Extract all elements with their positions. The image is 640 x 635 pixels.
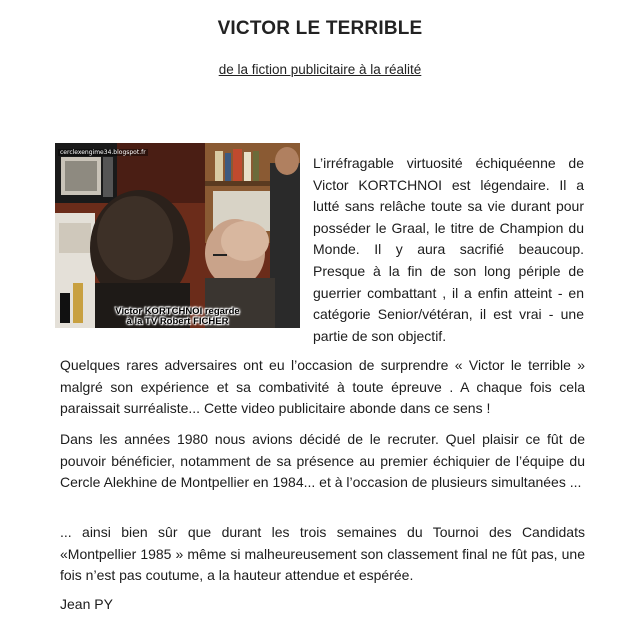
photo-watermark: cerclexengime34.blogspot.fr bbox=[60, 149, 146, 156]
paragraph-2: Dans les années 1980 nous avions décidé de le recruter. Quel plaisir ce fût de pouvoir bénéficier, notamment de sa présence au premier échiquier de l’équipe du Cercle Alekhine de Montpellier en 1984... et à l’occasion de plusieurs simultanées ... bbox=[60, 431, 585, 491]
photo-caption-line1: Victor KORTCHNOI regarde bbox=[115, 306, 240, 317]
page-title: VICTOR LE TERRIBLE bbox=[217, 18, 423, 39]
photo-illustration bbox=[55, 143, 300, 328]
page-subtitle-link[interactable]: de la fiction publicitaire à la réalité bbox=[218, 62, 422, 77]
article-photo bbox=[55, 143, 300, 328]
paragraph-1: Quelques rares adversaires ont eu l’occasion de surprendre « Victor le terrible » malgré son expérience et sa combativité à toute épreuve . A chaque fois cela paraissait surréaliste... Cette video publicitaire abonde dans ce sens ! bbox=[60, 357, 585, 417]
photo-caption-line2: à la TV Robert FICHER bbox=[126, 316, 229, 327]
paragraph-3: ... ainsi bien sûr que durant les trois semaines du Tournoi des Candidats «Montpellier 1985 » même si malheureusement son classement final ne fût pas, une fois n’est pas coutume, a la hauteur attendue et espérée. bbox=[60, 524, 585, 584]
intro-paragraph: L’irréfragable virtuosité échiquéenne de Victor KORTCHNOI est légendaire. Il a lutté sans relâche toute sa vie durant pour posséder le Graal, le titre de Champion du Monde. Il y aura sacrifié beaucoup. Presque à la fin de son long périple de guerrier combattant , il a enfin atteint - en catégorie Senior/vétéran, il est vrai - une partie de son objectif. bbox=[313, 155, 584, 344]
signature: Jean PY bbox=[60, 596, 113, 612]
